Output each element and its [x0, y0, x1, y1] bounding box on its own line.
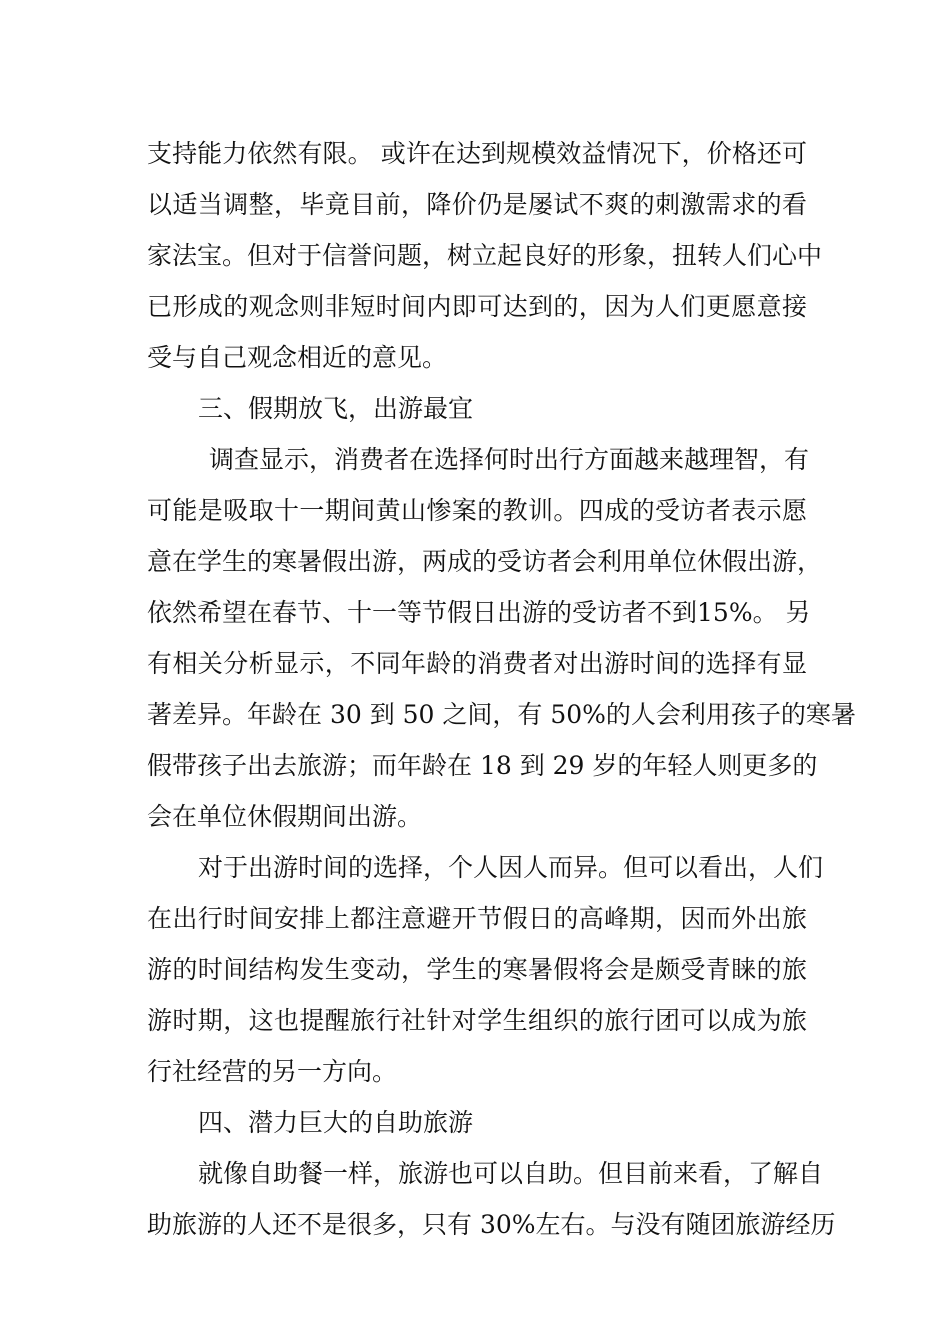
paragraph-line: 会在单位休假期间出游。: [147, 802, 423, 831]
paragraph-line: 助旅游的人还不是很多，只有 30%左右。与没有随团旅游经历: [147, 1210, 836, 1239]
paragraph-line: 支持能力依然有限。 或许在达到规模效益情况下，价格还可: [147, 139, 807, 168]
document-body: [147, 128, 856, 1250]
paragraph-line: 著差异。年龄在 30 到 50 之间，有 50%的人会利用孩子的寒暑: [147, 700, 856, 729]
paragraph-line: 行社经营的另一方向。: [147, 1057, 398, 1086]
paragraph-line: 已形成的观念则非短时间内即可达到的，因为人们更愿意接: [147, 292, 807, 321]
paragraph-line: 在出行时间安排上都注意避开节假日的高峰期，因而外出旅: [147, 904, 807, 933]
paragraph-line: 有相关分析显示，不同年龄的消费者对出游时间的选择有显: [147, 649, 807, 678]
paragraph-line: 假带孩子出去旅游；而年龄在 18 到 29 岁的年轻人则更多的: [147, 751, 818, 780]
paragraph-line: 游的时间结构发生变动，学生的寒暑假将会是颇受青睐的旅: [147, 955, 807, 984]
paragraph-line: 就像自助餐一样，旅游也可以自助。但目前来看，了解自: [198, 1159, 824, 1188]
paragraph-line: 受与自己观念相近的意见。: [147, 343, 448, 372]
paragraph-line: 意在学生的寒暑假出游，两成的受访者会利用单位休假出游，: [147, 547, 823, 576]
paragraph-line: 家法宝。但对于信誉问题，树立起良好的形象，扭转人们心中: [147, 241, 823, 270]
paragraph-line: 可能是吸取十一期间黄山惨案的教训。四成的受访者表示愿: [147, 496, 807, 525]
paragraph-line: 调查显示，消费者在选择何时出行方面越来越理智，有: [209, 445, 810, 474]
section-heading: 三、假期放飞，出游最宜: [198, 394, 474, 423]
paragraph-line: 依然希望在春节、十一等节假日出游的受访者不到15%。 另: [147, 598, 811, 627]
paragraph-line: 以适当调整，毕竟目前，降价仍是屡试不爽的刺激需求的看: [147, 190, 807, 219]
section-heading: 四、潜力巨大的自助旅游: [198, 1108, 474, 1137]
paragraph-line: 游时期，这也提醒旅行社针对学生组织的旅行团可以成为旅: [147, 1006, 807, 1035]
paragraph-line: 对于出游时间的选择，个人因人而异。但可以看出，人们: [198, 853, 824, 882]
